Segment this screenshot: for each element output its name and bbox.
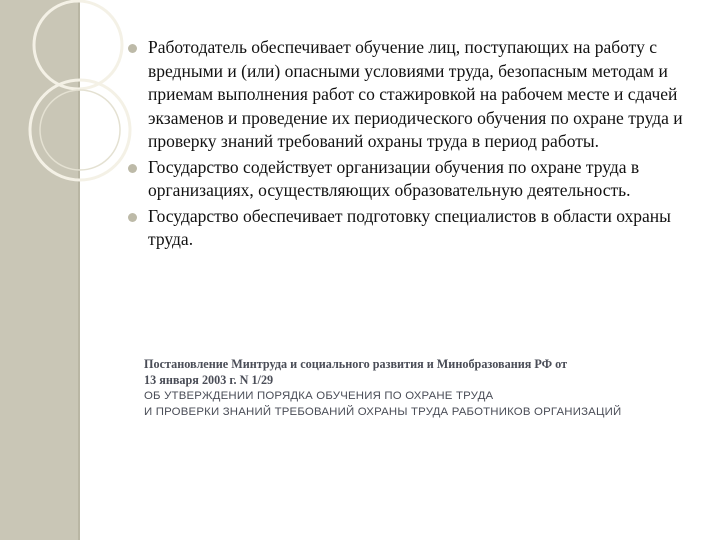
citation-line-2: 13 января 2003 г. N 1/29 [144, 373, 274, 387]
ring-top [34, 1, 122, 89]
bullet-icon [128, 164, 137, 173]
bullet-text: Государство содействует организации обучения по охране труда в организациях, осуществляющих образовательную деятельность. [148, 156, 640, 200]
list-item [128, 156, 703, 203]
citation-line-3: ОБ УТВЕРЖДЕНИИ ПОРЯДКА ОБУЧЕНИЯ ПО ОХРАНЕ ТРУДА [144, 390, 494, 402]
legal-citation [144, 356, 704, 420]
bullet-text: Государство обеспечивает подготовку специалистов в области охраны труда. [148, 205, 671, 249]
bullet-list [128, 36, 703, 254]
bullet-text: Работодатель обеспечивает обучение лиц, поступающих на работу с вредными и (или) опасными условиями труда, безопасным методам и приемам выполнения работ со стажировкой на рабочем месте и сдачей экзаменов и проведение их периодического обучения по охране труда и проверку знаний требований охраны труда в период работы. [148, 37, 683, 151]
bullet-icon [128, 213, 137, 222]
ring-bottom [30, 80, 130, 180]
bullet-icon [128, 44, 137, 53]
list-item [128, 205, 703, 252]
citation-line-1: Постановление Минтруда и социального развития и Минобразования РФ от [144, 357, 568, 371]
citation-line-4: И ПРОВЕРКИ ЗНАНИЙ ТРЕБОВАНИЙ ОХРАНЫ ТРУДА РАБОТНИКОВ ОРГАНИЗАЦИЙ [144, 406, 622, 418]
ring-inner [40, 90, 120, 170]
list-item [128, 36, 703, 154]
